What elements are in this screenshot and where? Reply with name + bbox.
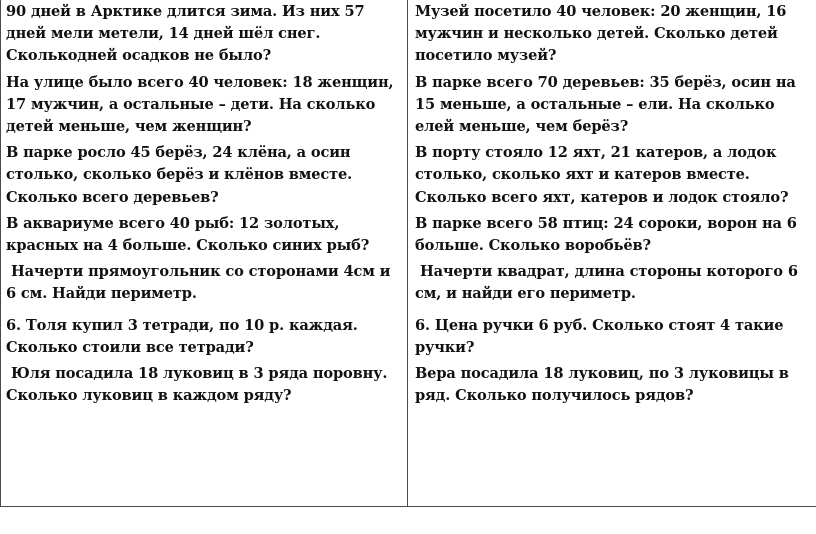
- task-rectangle-perimeter: Начерти прямоугольник со сторонами 4см и 6 см. Найди периметр.: [6, 263, 396, 303]
- task-square-perimeter: Начерти квадрат, длина стороны которого 6 см, и найди его периметр.: [415, 263, 803, 303]
- task-notebooks-cost: 6. Толя купил 3 тетради, по 10 р. каждая. Сколько стоили все тетради?: [6, 316, 358, 356]
- task-pen-price: 6. Цена ручки 6 руб. Сколько стоят 4 такие ручки?: [415, 316, 784, 356]
- task-park-birds: В парке всего 58 птиц: 24 сороки, ворон на 6 больше. Сколько воробьёв?: [415, 214, 797, 255]
- task-bulbs-per-row: Вера посадила 18 луковиц, по 3 луковицы в ряд. Сколько получилось рядов?: [415, 365, 789, 405]
- left-variant-column: [0, 0, 408, 506]
- task-bulbs-rows: Юля посадила 18 луковиц в 3 ряда поровну. Сколько луковиц в каждом ряду?: [6, 365, 393, 405]
- task-port-boats: В порту стояло 12 яхт, 21 катеров, а лодок столько, сколько яхт и катеров вместе. Сколько всего яхт, катеров и лодок стояло?: [415, 144, 789, 206]
- right-variant-column: [409, 0, 816, 506]
- task-aquarium-fish: В аквариуме всего 40 рыб: 12 золотых, красных на 4 больше. Сколько синих рыб?: [6, 214, 370, 255]
- task-park-spruces: В парке всего 70 деревьев: 35 берёз, осин на 15 меньше, а остальные – ели. На сколько елей меньше, чем берёз?: [415, 73, 796, 136]
- task-park-trees: В парке росло 45 берёз, 24 клёна, а осин столько, сколько берёз и клёнов вместе. Сколько всего деревьев?: [6, 144, 353, 206]
- task-people-street: На улице было всего 40 человек: 18 женщин, 17 мужчин, а остальные – дети. На сколько детей меньше, чем женщин?: [6, 73, 394, 136]
- task-winter-days: 90 дней в Арктике длится зима. Из них 57 дней мели метели, 14 дней шёл снег. Сколькодней осадков не было?: [6, 3, 365, 65]
- table-bottom-border: [0, 506, 816, 507]
- task-museum-visitors: Музей посетило 40 человек: 20 женщин, 16 мужчин и несколько детей. Сколько детей посетило музей?: [415, 3, 787, 65]
